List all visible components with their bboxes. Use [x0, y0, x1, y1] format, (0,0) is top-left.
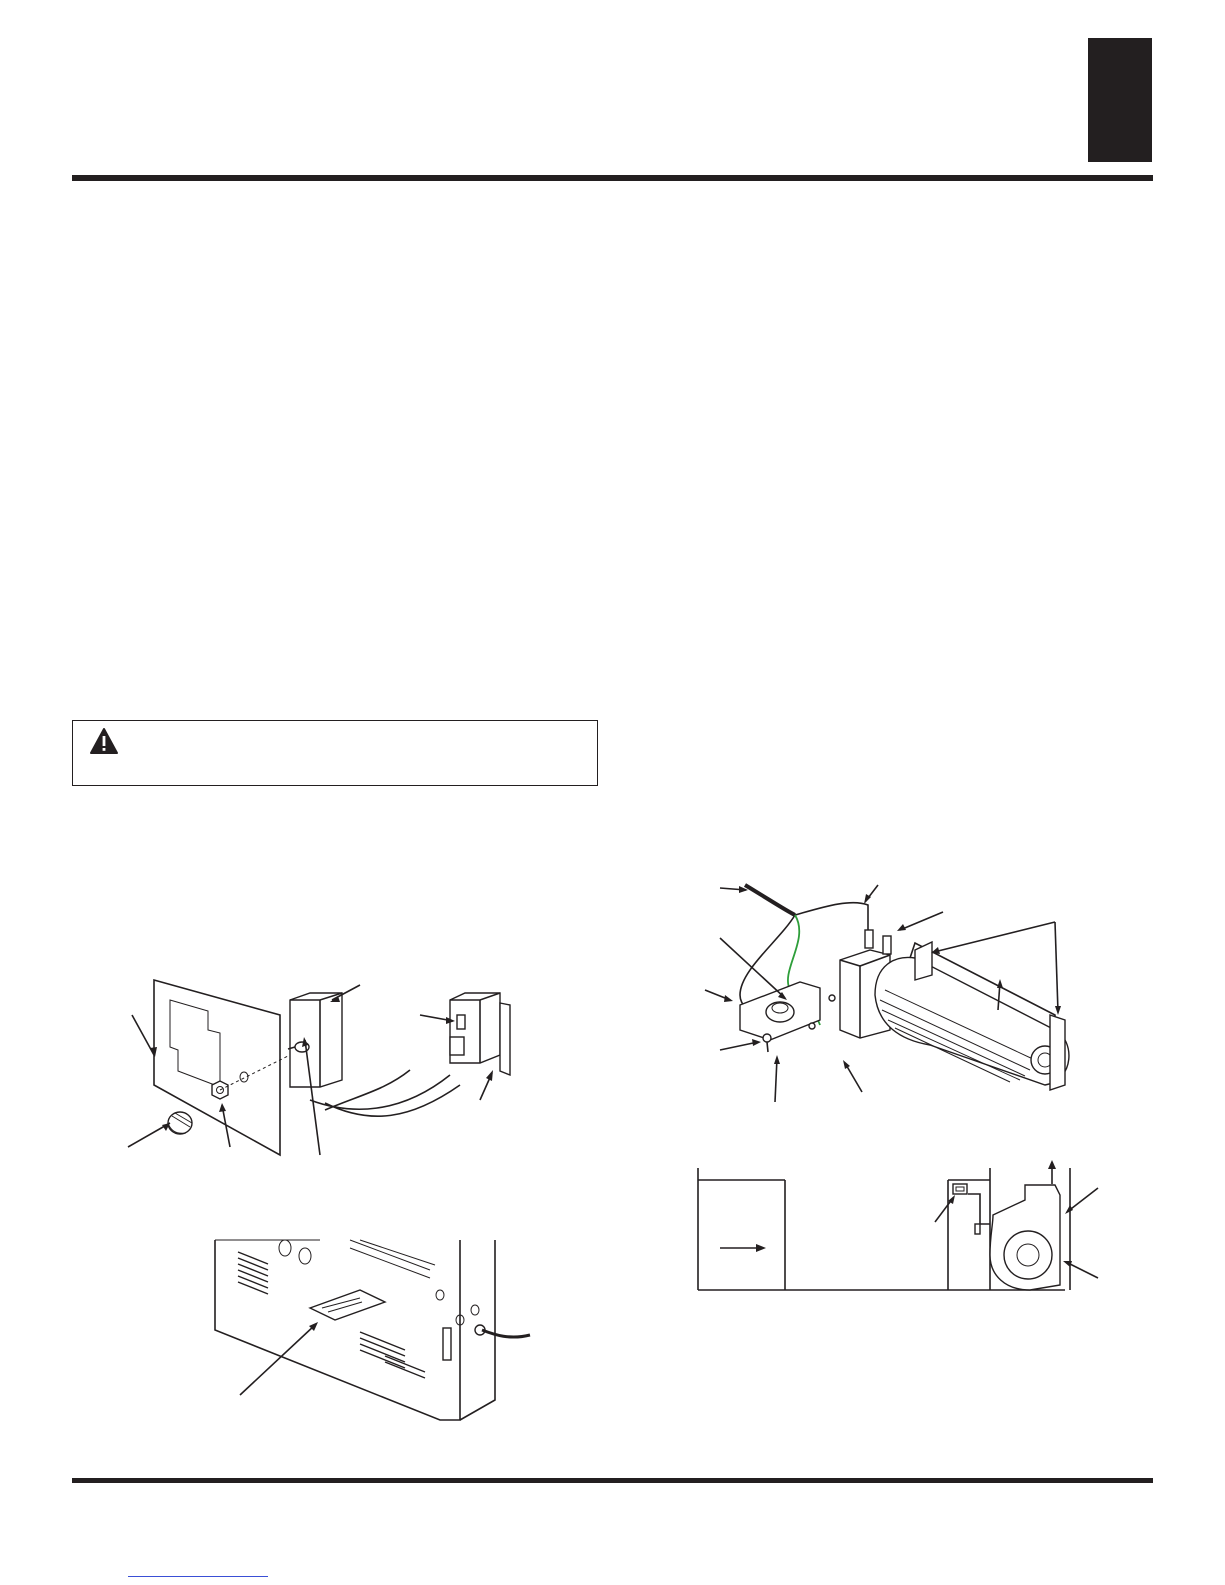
warning-triangle-icon	[89, 727, 119, 755]
thermodisc-bracket	[740, 982, 835, 1040]
limit-switch	[953, 1184, 967, 1194]
blower-housing	[875, 942, 1069, 1090]
blower-assembly-figure	[700, 880, 1130, 1160]
wall-outlet	[450, 993, 510, 1075]
language-tab	[1088, 38, 1152, 162]
blower-side-view-figure	[690, 1160, 1120, 1300]
header-rule	[72, 175, 1153, 181]
mounting-screw	[763, 1034, 771, 1052]
switch-assembly-figure	[120, 975, 530, 1175]
control-knob	[168, 1112, 192, 1134]
firebox-location-figure	[210, 1240, 540, 1440]
blower-end-view	[990, 1185, 1060, 1290]
footer-link-underline[interactable]	[128, 1576, 268, 1577]
warning-box	[72, 720, 598, 786]
switch-box	[288, 993, 342, 1087]
footer-rule	[72, 1478, 1153, 1483]
